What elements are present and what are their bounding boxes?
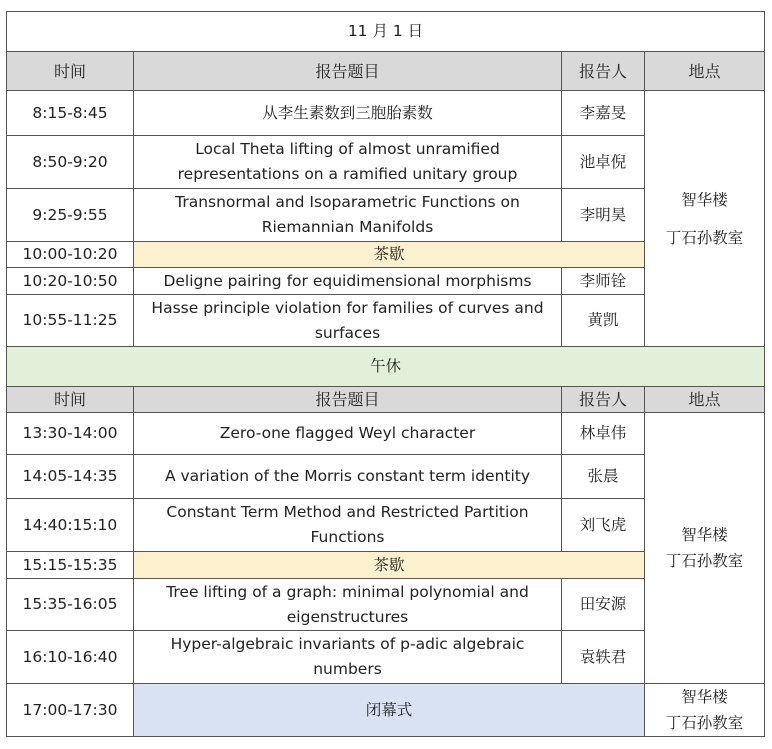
talk-speaker: 林卓伟 (562, 413, 645, 455)
venue-building: 智华楼 (681, 190, 728, 209)
talk-speaker: 张晨 (562, 455, 645, 499)
talk-title: 从李生素数到三胞胎素数 (134, 91, 562, 136)
talk-title: Constant Term Method and Restricted Partition Functions (134, 499, 562, 552)
talk-speaker: 池卓倪 (562, 136, 645, 189)
venue-cell (645, 91, 765, 347)
venue-room: 丁石孙教室 (665, 228, 744, 247)
talk-speaker: 李明昊 (562, 189, 645, 242)
day-title-row (7, 12, 765, 52)
col-header-speaker: 报告人 (562, 52, 645, 91)
talk-title: Deligne pairing for equidimensional morphisms (134, 268, 562, 295)
col-header-title: 报告题目 (134, 387, 562, 413)
talk-title: Hasse principle violation for families of curves and surfaces (134, 295, 562, 347)
tea-break-label: 茶歇 (134, 242, 645, 268)
talk-speaker: 田安源 (562, 579, 645, 631)
break-time: 10:00-10:20 (7, 242, 134, 268)
header-row (7, 387, 765, 413)
closing-venue-cell (645, 684, 765, 737)
talk-time: 10:55-11:25 (7, 295, 134, 347)
talk-speaker: 李师铨 (562, 268, 645, 295)
schedule-table (6, 11, 765, 737)
talk-time: 8:50-9:20 (7, 136, 134, 189)
venue-building: 智华楼 (681, 688, 728, 706)
col-header-time: 时间 (7, 52, 134, 91)
talk-speaker: 李嘉旻 (562, 91, 645, 136)
lunch-label: 午休 (7, 347, 765, 387)
talk-row (7, 91, 765, 136)
talk-speaker: 袁轶君 (562, 631, 645, 684)
venue-building: 智华楼 (681, 526, 728, 544)
talk-time: 15:35-16:05 (7, 579, 134, 631)
talk-time: 14:05-14:35 (7, 455, 134, 499)
col-header-speaker: 报告人 (562, 387, 645, 413)
talk-title: Hyper-algebraic invariants of p-adic algebraic numbers (134, 631, 562, 684)
talk-title: Zero-one flagged Weyl character (134, 413, 562, 455)
venue-room: 丁石孙教室 (665, 714, 744, 732)
tea-break-label: 茶歇 (134, 552, 645, 579)
col-header-venue: 地点 (645, 52, 765, 91)
venue-cell (645, 413, 765, 684)
talk-time: 10:20-10:50 (7, 268, 134, 295)
closing-label: 闭幕式 (134, 684, 645, 737)
talk-time: 13:30-14:00 (7, 413, 134, 455)
talk-time: 14:40:15:10 (7, 499, 134, 552)
talk-time: 8:15-8:45 (7, 91, 134, 136)
col-header-venue: 地点 (645, 387, 765, 413)
lunch-row (7, 347, 765, 387)
header-row (7, 52, 765, 91)
talk-speaker: 黄凯 (562, 295, 645, 347)
talk-title: Tree lifting of a graph: minimal polynomial and eigenstructures (134, 579, 562, 631)
talk-speaker: 刘飞虎 (562, 499, 645, 552)
break-time: 15:15-15:35 (7, 552, 134, 579)
talk-title: A variation of the Morris constant term identity (134, 455, 562, 499)
col-header-title: 报告题目 (134, 52, 562, 91)
col-header-time: 时间 (7, 387, 134, 413)
day-title: 11 月 1 日 (7, 12, 765, 52)
talk-time: 9:25-9:55 (7, 189, 134, 242)
talk-title: Local Theta lifting of almost unramified representations on a ramified unitary group (134, 136, 562, 189)
talk-title: Transnormal and Isoparametric Functions on Riemannian Manifolds (134, 189, 562, 242)
closing-time: 17:00-17:30 (7, 684, 134, 737)
venue-room: 丁石孙教室 (665, 552, 744, 570)
closing-row (7, 684, 765, 737)
talk-time: 16:10-16:40 (7, 631, 134, 684)
talk-row (7, 413, 765, 455)
